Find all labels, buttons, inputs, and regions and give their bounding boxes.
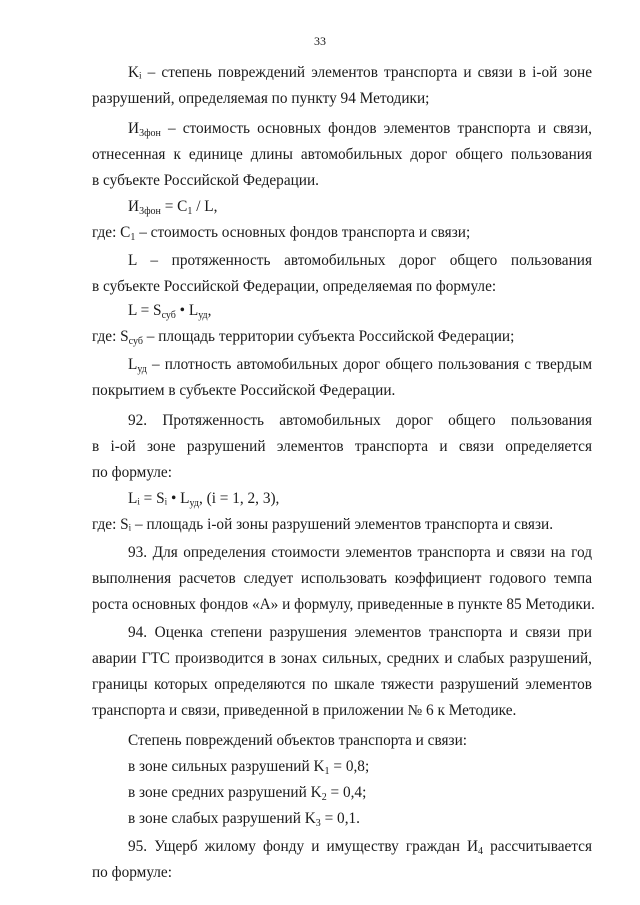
text-line: Lᵢ = Sᵢ • $L_{уд}$, (i = 1, 2, 3), — [128, 490, 280, 509]
text-line: Kᵢ – степень повреждений элементов транспорта и связи в i-ой зоне — [128, 64, 592, 81]
text-line: в субъекте Российской Федерации. — [92, 172, 319, 189]
text-line: 92. Протяженность автомобильных дорог общего пользования — [128, 412, 592, 429]
text-line: $И_{3фон}$ – стоимость основных фондов элементов транспорта и связи, — [128, 120, 592, 139]
text-line: транспорта и связи, приведенной в приложении № 6 к Методике. — [92, 702, 517, 719]
text-line: в i-ой зоне разрушений элементов транспорта и связи определяется — [92, 438, 592, 455]
text-line: где: Sᵢ – площадь i-ой зоны разрушений элементов транспорта и связи. — [92, 516, 554, 533]
text-line: в субъекте Российской Федерации, определяемая по формуле: — [92, 278, 497, 295]
text-line: 94. Оценка степени разрушения элементов транспорта и связи при — [128, 624, 592, 641]
text-line: $L = S_{суб}$ • $L_{уд}$, — [128, 302, 212, 321]
text-line: отнесенная к единице длины автомобильных дорог общего пользования — [92, 146, 592, 163]
text-line: покрытием в субъекте Российской Федерации. — [92, 382, 396, 399]
text-line: аварии ГТС производится в зонах сильных, средних и слабых разрушений, — [92, 650, 592, 667]
text-line: где: $S_{суб}$ – площадь территории субъекта Российской Федерации; — [92, 328, 515, 347]
text-line: разрушений, определяемая по пункту 94 Методики; — [92, 90, 430, 107]
text-line: роста основных фондов «А» и формулу, приведенные в пункте 85 Методики. — [92, 596, 595, 613]
text-line: выполнения расчетов следует использовать коэффициент годового темпа — [92, 570, 592, 587]
text-line: $И_{3фон} = C_1 / L$, — [128, 198, 218, 217]
text-line: границы которых определяются по шкале тяжести разрушений элементов — [92, 676, 592, 693]
text-line: в зоне средних разрушений $K_2 = 0,4$; — [128, 784, 367, 803]
text-line: в зоне сильных разрушений $K_1 = 0,8$; — [128, 758, 370, 777]
page-number: 33 — [314, 34, 326, 48]
text-line: L – протяженность автомобильных дорог общего пользования — [128, 252, 592, 269]
text-line: по формуле: — [92, 464, 172, 481]
text-line: где: $C_1$ – стоимость основных фондов транспорта и связи; — [92, 224, 471, 243]
text-line: в зоне слабых разрушений $K_3 = 0,1$. — [128, 810, 361, 829]
text-line: по формуле: — [92, 864, 172, 881]
text-line: $L_{уд}$ – плотность автомобильных дорог общего пользования с твердым — [128, 356, 592, 375]
text-line: 95. Ущерб жилому фонду и имуществу граждан $И_4$ рассчитывается — [128, 838, 592, 857]
text-line: 93. Для определения стоимости элементов транспорта и связи на год — [128, 544, 592, 561]
text-line: Степень повреждений объектов транспорта и связи: — [128, 732, 468, 749]
